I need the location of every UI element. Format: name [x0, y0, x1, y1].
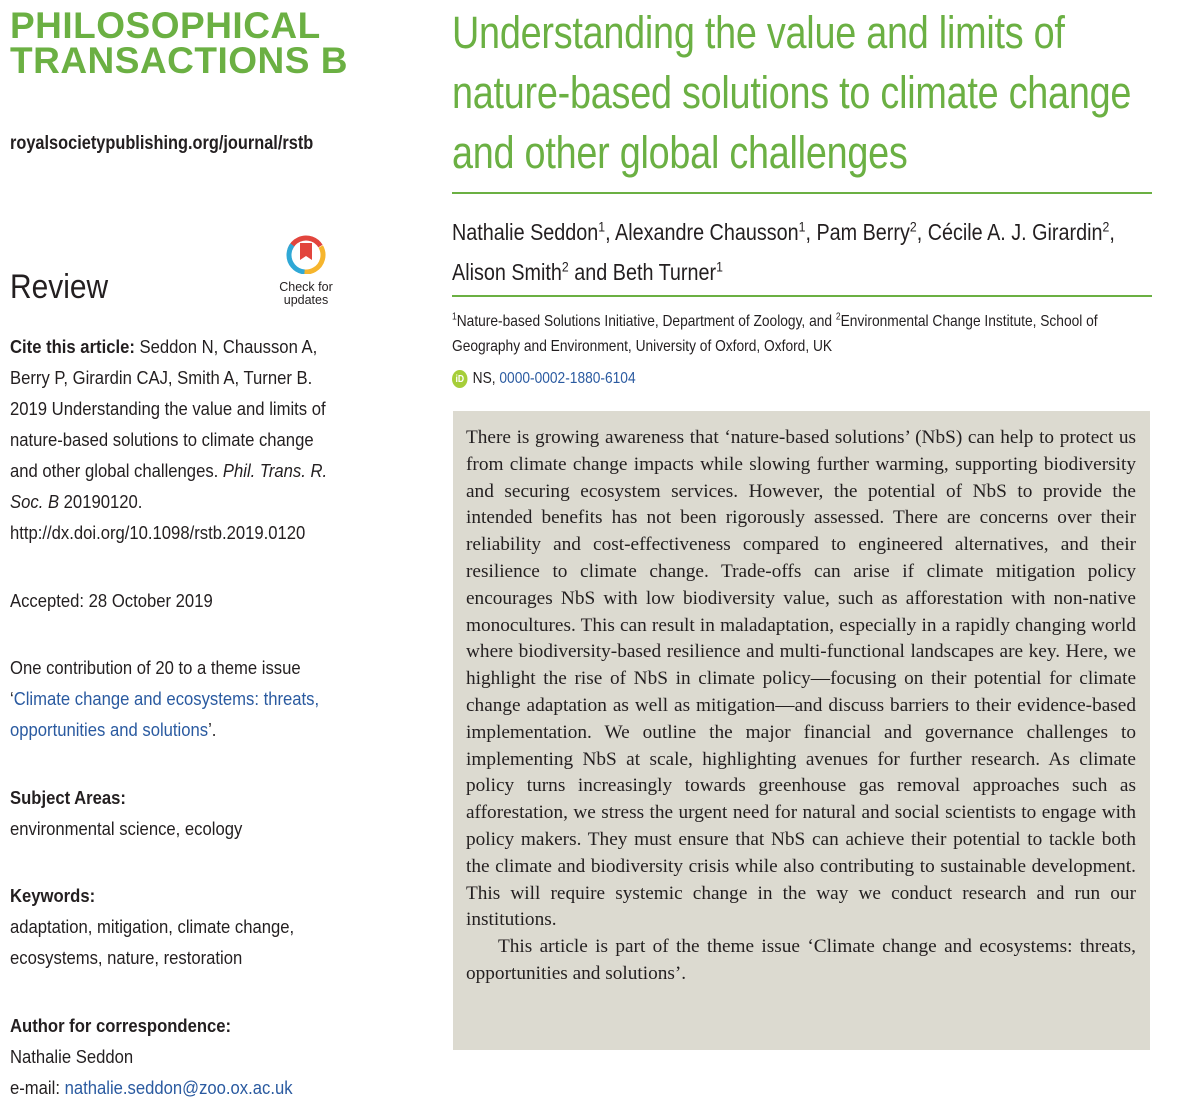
author-separator: , — [605, 219, 615, 245]
affiliation-2-marker: 2 — [835, 311, 841, 323]
author-name: Nathalie Seddon — [452, 219, 599, 245]
author-affiliation-marker: 2 — [1102, 219, 1110, 236]
correspondence-name: Nathalie Seddon — [10, 1046, 134, 1067]
orcid-link[interactable]: 0000-0002-1880-6104 — [499, 370, 636, 387]
cite-label: Cite this article: — [10, 336, 135, 357]
keywords — [10, 880, 307, 973]
cite-text: Seddon N, Chausson A, Berry P, Girardin CAJ, Smith A, Turner B. 2019 Understanding the value and limits of nature-based solutions to climate change and other global challenges. — [10, 336, 326, 481]
check-for-updates-icon — [286, 234, 326, 274]
affiliations — [452, 309, 1140, 359]
citation-block — [10, 331, 343, 548]
author-name: Alison Smith — [452, 259, 562, 285]
cite-journal: Phil. Trans. R. Soc. B — [10, 460, 328, 512]
author-separator: , — [1109, 219, 1115, 245]
affiliation-2: Environmental Change Institute, School of Geography and Environment, University of Oxford, Oxford, UK — [452, 313, 1098, 355]
email-label: e-mail: — [10, 1077, 65, 1098]
keywords-value: adaptation, mitigation, climate change, ecosystems, nature, restoration — [10, 916, 295, 968]
subject-areas — [10, 782, 316, 844]
author-separator: , — [916, 219, 928, 245]
authors-divider — [452, 295, 1152, 297]
article-type: Review — [10, 268, 109, 306]
author-separator: and — [568, 259, 613, 285]
cite-doi[interactable]: http://dx.doi.org/10.1098/rstb.2019.0120 — [10, 522, 306, 543]
affiliation-1-marker: 1 — [452, 311, 457, 323]
author-affiliation-marker: 2 — [561, 259, 569, 276]
author-affiliation-marker: 1 — [716, 259, 723, 276]
orcid-initials: NS, — [472, 370, 500, 387]
correspondence-label: Author for correspondence: — [10, 1015, 232, 1036]
theme-issue-note — [10, 652, 343, 745]
author-affiliation-marker: 1 — [798, 219, 806, 236]
keywords-label: Keywords: — [10, 885, 96, 906]
author-separator: , — [805, 219, 817, 245]
journal-name — [10, 5, 348, 81]
correspondence — [10, 1010, 316, 1103]
journal-url[interactable]: royalsocietypublishing.org/journal/rstb — [10, 133, 314, 154]
affiliation-1: Nature-based Solutions Initiative, Department of Zoology, and — [456, 313, 836, 330]
theme-issue-link[interactable]: Climate change and ecosystems: threats, opportunities and solutions — [10, 688, 320, 740]
abstract-paragraph-2: This article is part of the theme issue ‘Climate change and ecosystems: threats, opportunities and solutions’. — [466, 936, 1136, 984]
author-name: Cécile A. J. Girardin — [927, 219, 1103, 245]
author-name: Alexandre Chausson — [614, 219, 799, 245]
title-divider — [452, 192, 1152, 194]
author-name: Beth Turner — [612, 259, 717, 285]
article-title: Understanding the value and limits of nature-based solutions to climate change and other global challenges — [452, 7, 1132, 178]
abstract-paragraph-1: There is growing awareness that ‘nature-based solutions’ (NbS) can help to protect us from climate change impacts while slowing further warming, supporting biodiversity and securing ecosystem services. However, the potential of NbS to provide the intended benefits has not been rigorously assessed. There are concerns over their reliability and cost-effectiveness compared to engineered alternatives, and their resilience to climate change. Trade-offs can arise if climate mitigation policy encourages NbS with low biodiversity value, such as afforestation with non-native monocultures. This can result in maladaptation, especially in a rapidly changing world where biodiversity-based resilience and multi-functional landscapes are key. Here, we highlight the rise of NbS in climate policy—focusing on their potential for climate change adaptation as well as mitigation—and discuss barriers to their evidence-based implementation. We outline the major financial and governance challenges to implementing NbS at scale, highlighting avenues for further research. As climate policy turns increasingly towards greenhouse gas removal approaches such as afforestation, we stress the urgent need for natural and social scientists to engage with policy makers. They must ensure that NbS can achieve their potential to tackle both the climate and biodiversity crisis while also contributing to sustainable development. This will require systemic change in the way we conduct research and run our institutions. — [466, 427, 1136, 931]
orcid-line — [452, 370, 636, 388]
accepted-date: Accepted: 28 October 2019 — [10, 590, 213, 611]
author-affiliation-marker: 1 — [598, 219, 606, 236]
author-name: Pam Berry — [816, 219, 910, 245]
orcid-icon[interactable]: iD — [452, 370, 467, 388]
author-list — [452, 212, 1166, 292]
theme-suffix: ’. — [208, 719, 217, 740]
correspondence-email-link[interactable]: nathalie.seddon@zoo.ox.ac.uk — [64, 1077, 293, 1098]
abstract-box — [453, 411, 1150, 1050]
cite-article-number: 20190120. — [59, 491, 143, 512]
journal-name-line1: PHILOSOPHICAL — [10, 5, 321, 46]
subject-areas-label: Subject Areas: — [10, 787, 126, 808]
journal-name-line2: TRANSACTIONS B — [10, 40, 348, 81]
subject-areas-value: environmental science, ecology — [10, 818, 243, 839]
author-affiliation-marker: 2 — [909, 219, 917, 236]
theme-prefix: One contribution of 20 to a theme issue ‘ — [10, 657, 301, 709]
check-for-updates-label: Check for updates — [279, 280, 333, 307]
check-for-updates-badge[interactable] — [272, 234, 340, 307]
